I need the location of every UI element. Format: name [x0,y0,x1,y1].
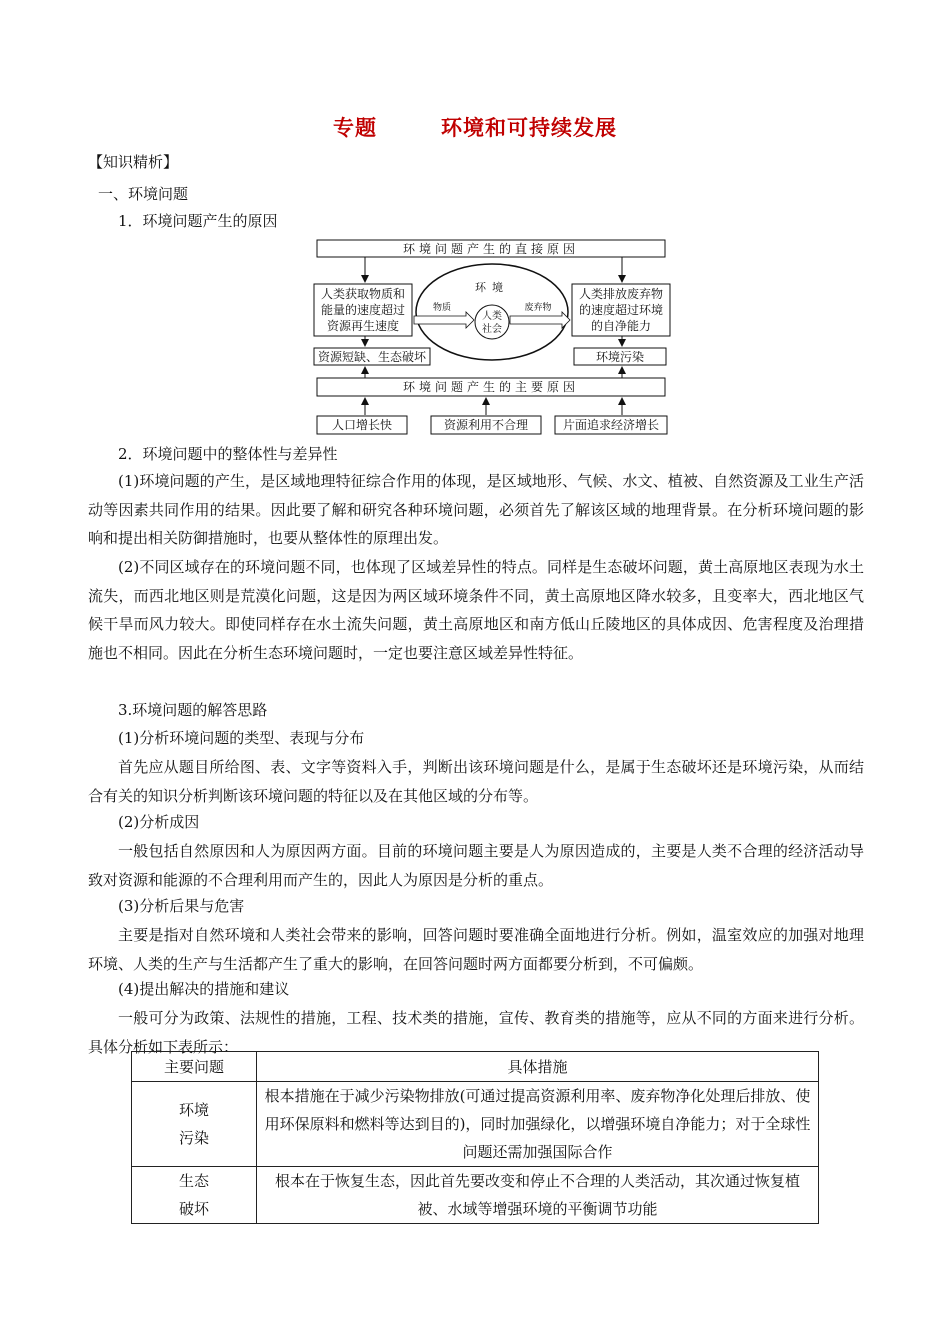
step-1-heading: (1)分析环境问题的类型、表现与分布 [118,729,365,747]
paragraph-2: (2)不同区域存在的环境问题不同，也体现了区域差异性的特点。同样是生态破坏问题，黄土高原地区表现为水土流失，而西北地区则是荒漠化问题，这是因为两区域环境条件不同，黄土高原地区降水较多，且变率大，西北地区气候干旱而风力较大。即使同样存在水土流失问题，黄土高原地区和南方低山丘陵地区的具体成因、危害程度及治理措施也不相同。因此在分析生态环境问题时，一定也要注意区域差异性特征。 [88,558,864,662]
measure-cell: 根本在于恢复生态，因此首先要改变和停止不合理的人类活动，其次通过恢复植被、水域等增强环境的平衡调节功能 [257,1167,819,1224]
main-cause-label: 环境问题产生的主要原因 [402,380,580,394]
problem-line: 环境 [178,1101,209,1119]
header-measures: 具体措施 [257,1052,819,1082]
table-row [132,1082,819,1167]
material-label: 物质 [432,303,452,313]
center-line1: 人类 [482,311,502,322]
cause-1-label: 人口增长快 [331,418,393,432]
paragraph-3: 首先应从题目所给图、表、文字等资料入手，判断出该环境问题是什么，是属于生态破坏还是环境污染，从而结合有关的知识分析判断该环境问题的特征以及在其他区域的分布等。 [88,758,864,805]
measure-cell: 根本措施在于减少污染物排放(可通过提高资源利用率、废弃物净化处理后排放、使用环保原料和燃料等达到目的)，同时加强绿化，以增强环境自净能力；对于全球性问题还需加强国际合作 [257,1082,819,1167]
left-box-line1: 人类获取物质和 [320,287,406,301]
subheading-approach: 3.环境问题的解答思路 [118,701,268,719]
problem-line: 污染 [178,1129,209,1147]
step-4-heading: (4)提出解决的措施和建议 [118,980,290,998]
title-part2: 环境和可持续发展 [441,116,617,140]
paragraph-4: 一般包括自然原因和人为原因两方面。目前的环境问题主要是人为原因造成的，主要是人类不合理的经济活动导致对资源和能源的不合理利用而产生的，因此人为原因是分析的重点。 [88,842,864,889]
waste-label: 废弃物 [524,303,552,313]
paragraph-6: 一般可分为政策、法规性的措施，工程、技术类的措施，宣传、教育类的措施等，应从不同的方面来进行分析。具体分析如下表所示： [88,1009,864,1056]
paragraph-5: 主要是指对自然环境和人类社会带来的影响，回答问题时要准确全面地进行分析。例如，温室效应的加强对地理环境、人类的生产与生活都产生了重大的影响，在回答问题时两方面都要分析到，不可偏颇。 [88,926,864,973]
problem-cell [132,1082,257,1167]
subheading-integrity: 2．环境问题中的整体性与差异性 [118,445,338,463]
cause-2-label: 资源利用不合理 [443,418,529,432]
step-2-heading: (2)分析成因 [118,813,200,831]
problem-line: 生态 [178,1172,209,1190]
waste-arrow [510,312,570,328]
step-3-heading: (3)分析后果与危害 [118,897,245,915]
subheading-causes: 1．环境问题产生的原因 [118,212,278,230]
paragraph-1: (1)环境问题的产生，是区域地理特征综合作用的体现，是区域地形、气候、水文、植被、自然资源及工业生产活动等因素共同作用的结果。因此要了解和研究各种环境问题，必须首先了解该区域的地理背景。在分析环境问题的影响和提出相关防御措施时，也要从整体性的原理出发。 [88,472,864,547]
left-box-line2: 能量的速度超过 [320,303,406,317]
causes-diagram [310,236,676,440]
direct-cause-label: 环境问题产生的直接原因 [402,242,580,256]
page-title [0,112,950,142]
material-arrow [414,312,474,328]
problem-cell [132,1167,257,1224]
right-result-label: 环境污染 [595,350,645,364]
header-problem: 主要问题 [132,1052,257,1082]
table-header-row [132,1052,819,1082]
cause-3-label: 片面追求经济增长 [562,418,660,432]
problem-line: 破坏 [178,1200,209,1218]
section-label: 【知识精析】 [88,153,179,171]
right-box-line1: 人类排放废弃物 [578,287,664,301]
left-box-line3: 资源再生速度 [326,319,400,333]
right-box-line3: 的自净能力 [590,319,652,333]
center-line2: 社会 [482,324,502,335]
heading-environment-problems: 一、环境问题 [98,185,189,203]
measures-table [131,1051,819,1224]
table-row [132,1167,819,1224]
right-box-line2: 的速度超过环境 [578,303,664,317]
left-result-label: 资源短缺、生态破坏 [317,350,427,364]
title-part1: 专题 [333,116,377,140]
environment-label: 环境 [475,281,509,294]
